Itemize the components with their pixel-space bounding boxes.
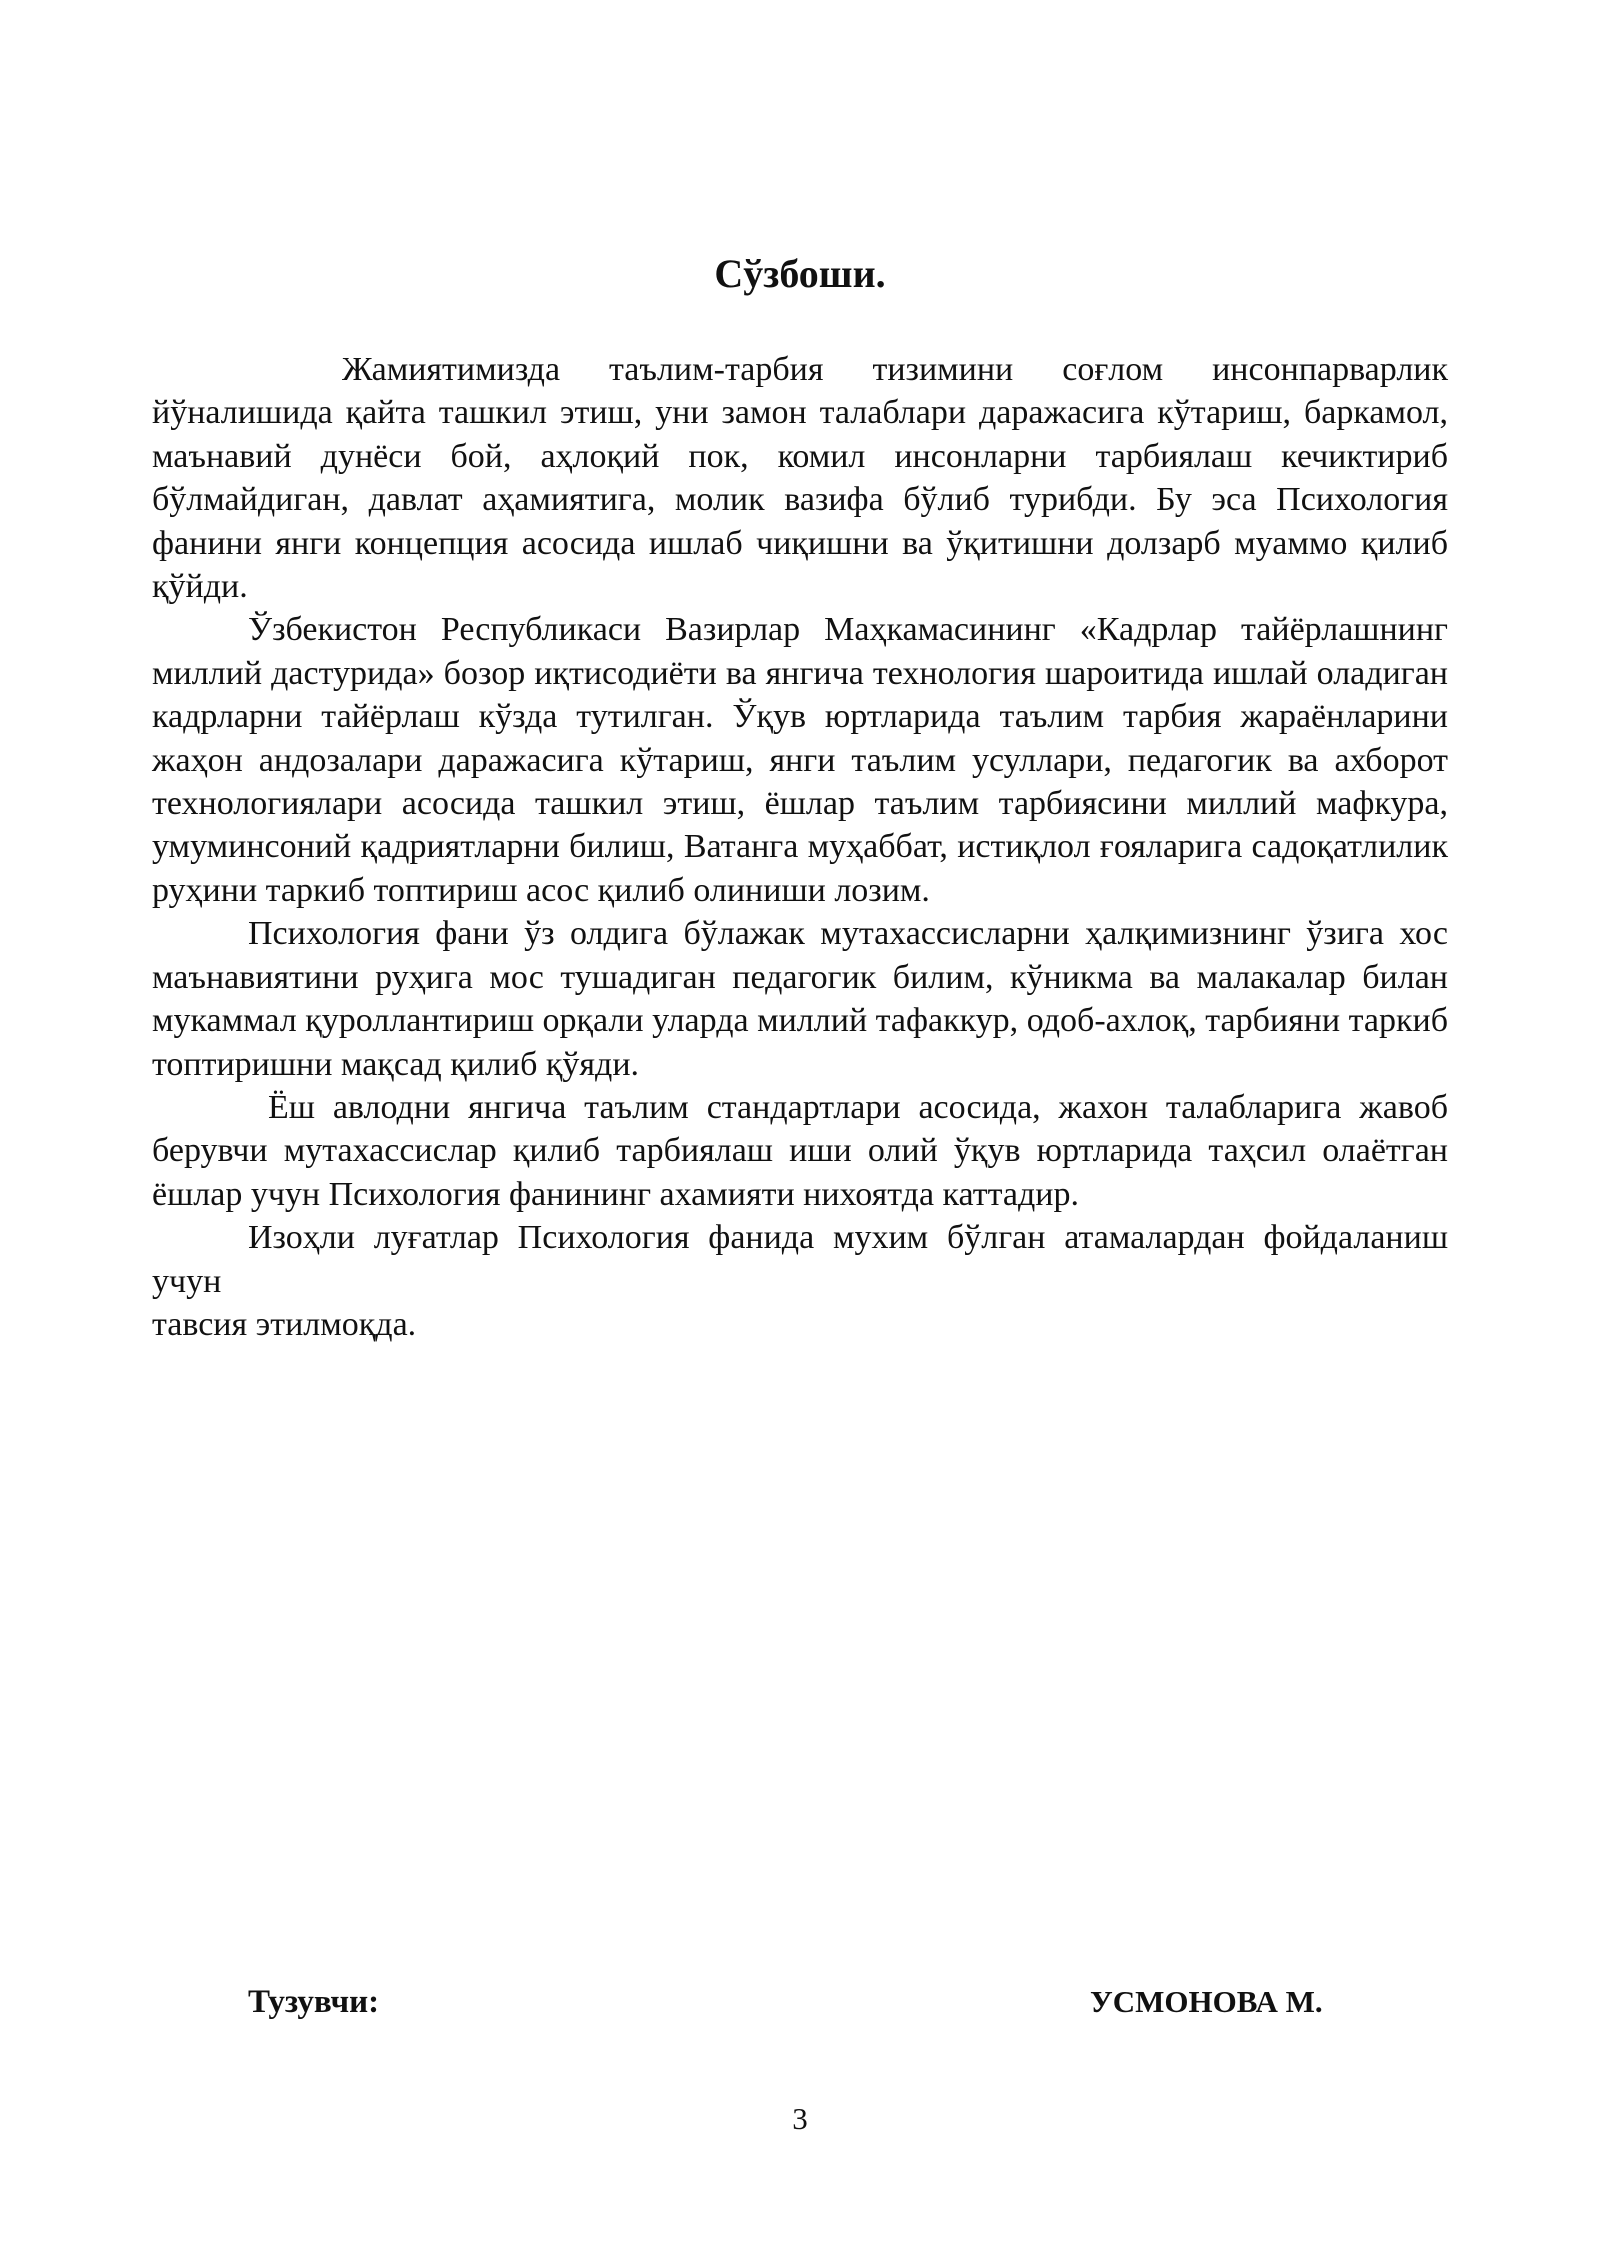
paragraph-1: Жамиятимизда таълим-тарбия тизимини соғлом инсонпарварлик йўналишида қайта ташкил этиш, уни замон талаблари даражасига кўтариш, баркамол, маънавий дунёси бой, аҳлоқий пок, комил инсонларни тарбиялаш кечиктириб бўлмайдиган, давлат аҳамиятига, молик вазифа бўлиб турибди. Бу эса Психология фанини янги концепция асосида ишлаб чиқишни ва ўқитишни долзарб муаммо қилиб қўйди. (152, 351, 1448, 606)
paragraph-3: Психология фани ўз олдига бўлажак мутахассисларни ҳалқимизнинг ўзига хос маънавиятини руҳига мос тушадиган педагогик билим, кўникма ва малакалар билан мукаммал қуроллантириш орқали уларда миллий тафаккур, одоб-ахлоқ, тарбияни таркиб топтиришни мақсад қилиб қўяди. (152, 915, 1448, 1083)
page-title: Сўзбоши. (714, 251, 886, 296)
paragraph-4: Ёш авлодни янгича таълим стандартлари асосида, жахон талабларига жавоб берувчи мутахассислар қилиб тарбиялаш иши олий ўқув юртларида таҳсил олаётган ёшлар учун Психология фанининг ахамияти нихоятда каттадир. (152, 1088, 1448, 1213)
author-name: УСМОНОВА М. (1090, 1984, 1323, 2019)
body-text (152, 348, 1448, 1346)
paragraph-2: Ўзбекистон Республикаси Вазирлар Маҳкамасининг «Кадрлар тайёрлашнинг миллий дастурида» бозор иқтисодиёти ва янгича технология шароитида ишлай оладиган кадрларни тайёрлаш кўзда тутилган. Ўқув юртларида таълим тарбия жараёнларини жаҳон андозалари даражасига кўтариш, янги таълим усуллари, педагогик ва ахборот технологиялари асосида ташкил этиш, ёшлар таълим тарбиясини миллий мафкура, умуминсоний қадриятларни билиш, Ватанга муҳаббат, истиқлол ғояларига садоқатлилик руҳини таркиб топтириш асос қилиб олиниши лозим. (152, 611, 1448, 909)
paragraph-5: Изоҳли луғатлар Психология фанида мухим бўлган атамалардан фойдаланиш учун (152, 1219, 1448, 1300)
author-label: Тузувчи: (248, 1984, 380, 2020)
page-number: 3 (792, 2101, 808, 2136)
paragraph-5-tail: тавсия этилмоқда. (152, 1305, 417, 1343)
